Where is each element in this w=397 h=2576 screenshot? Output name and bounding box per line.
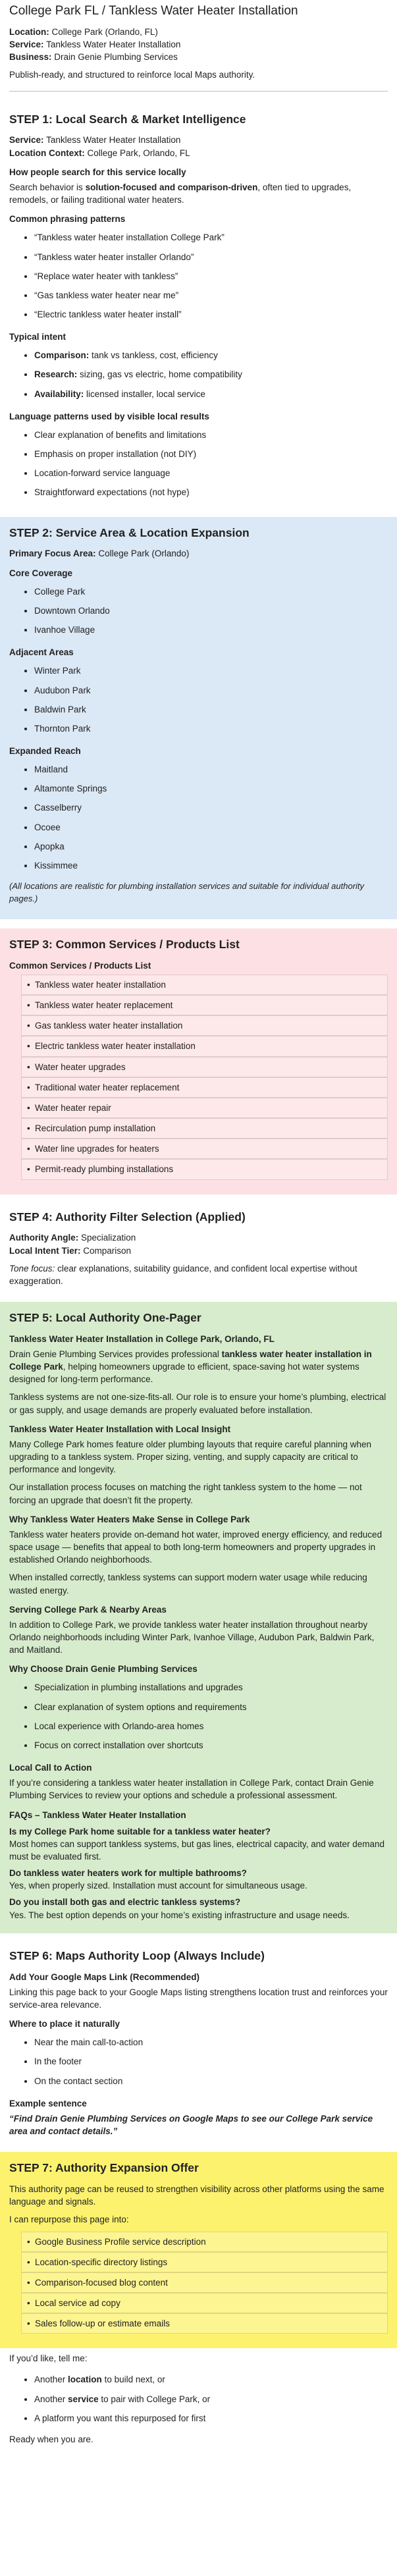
list-item: • A platform you want this repurposed for first xyxy=(34,2409,388,2428)
closing-line: Ready when you are. xyxy=(9,2434,93,2444)
paragraph: Tankless water heaters provide on-demand hot water, improved energy efficiency, and reduced space usage — benefits that appeal to both long-term homeowners and property upgrades in established Orlando neighborhoods. xyxy=(9,1529,383,1565)
list-item: • Casselberry xyxy=(34,798,388,817)
list-item: • Another service to pair with College Park, or xyxy=(34,2390,388,2409)
list-item: • Water line upgrades for heaters xyxy=(21,1139,388,1159)
list-item: • Water heater repair xyxy=(21,1098,388,1118)
step-7-title: STEP 7: Authority Expansion Offer xyxy=(9,2161,199,2175)
list-item: • Comparison-focused blog content xyxy=(21,2272,388,2293)
list-item: • Electric tankless water heater installation xyxy=(21,1036,388,1056)
list-item: • College Park xyxy=(34,582,388,601)
faq-question: Do tankless water heaters work for multiple bathrooms? xyxy=(9,1868,247,1879)
adjacent-heading: Adjacent Areas xyxy=(9,647,74,658)
list-item: • Water heater upgrades xyxy=(21,1057,388,1077)
paragraph: If you’d like, tell me: xyxy=(9,2353,88,2364)
language-list xyxy=(9,425,388,502)
step-1-section xyxy=(0,103,397,517)
example-sentence: “Find Drain Genie Plumbing Services on Google Maps to see our College Park service area and contact details.” xyxy=(9,2113,373,2137)
intro-paragraph: Drain Genie Plumbing Services provides professional tankless water heater installation in College Park, helping homeowners upgrade to efficient, space-saving hot water systems designed for long-term performance. xyxy=(9,1349,372,1385)
list-item: • Straightforward expectations (not hype) xyxy=(34,483,388,502)
list-item: • “Tankless water heater installer Orlando” xyxy=(34,248,388,267)
one-pager-heading: Tankless Water Heater Installation in College Park, Orlando, FL xyxy=(9,1333,275,1344)
list-item: • Permit-ready plumbing installations xyxy=(21,1159,388,1179)
expanded-heading: Expanded Reach xyxy=(9,745,81,756)
intent-tier: Local Intent Tier: Comparison xyxy=(9,1245,132,1256)
serving-heading: Serving College Park & Nearby Areas xyxy=(9,1604,167,1615)
choose-list xyxy=(9,1678,388,1755)
step-5-section xyxy=(0,1302,397,1933)
list-item: • “Tankless water heater installation College Park” xyxy=(34,228,388,247)
list-item: • Availability: licensed installer, local service xyxy=(34,385,388,404)
step-1-service: Service: Tankless Water Heater Installation xyxy=(9,135,181,146)
list-item: • Clear explanation of system options and requirements xyxy=(34,1698,388,1717)
list-item: • Location-forward service language xyxy=(34,464,388,483)
list-item: • On the contact section xyxy=(34,2072,388,2091)
phrasing-list xyxy=(9,228,388,324)
paragraph: This authority page can be reused to strengthen visibility across other platforms using the same language and signals. xyxy=(9,2184,384,2207)
faq-answer: Most homes can support tankless systems, but gas lines, electrical capacity, and water demand must be evaluated first. xyxy=(9,1838,385,1862)
why-heading: Why Tankless Water Heaters Make Sense in College Park xyxy=(9,1514,250,1524)
list-item: • Sales follow-up or estimate emails xyxy=(21,2313,388,2334)
list-item: • Specialization in plumbing installations and upgrades xyxy=(34,1678,388,1697)
authority-angle: Authority Angle: Specialization xyxy=(9,1233,136,1243)
step-2-section xyxy=(0,517,397,919)
primary-focus: Primary Focus Area: College Park (Orlando) xyxy=(9,549,190,559)
list-item: • “Gas tankless water heater near me” xyxy=(34,286,388,305)
header-subtitle: Publish-ready, and structured to reinforce local Maps authority. xyxy=(9,70,255,80)
list-item: • Audubon Park xyxy=(34,681,388,700)
step-1-title: STEP 1: Local Search & Market Intelligence xyxy=(9,112,246,126)
list-item: • In the footer xyxy=(34,2052,388,2071)
paragraph: I can repurpose this page into: xyxy=(9,2214,129,2225)
list-item: • Near the main call-to-action xyxy=(34,2033,388,2052)
list-item: • Baldwin Park xyxy=(34,700,388,719)
locations-note: (All locations are realistic for plumbing installation services and suitable for individual authority pages.) xyxy=(9,881,365,903)
paragraph: Our installation process focuses on matching the right tankless system to the home — not forcing an upgrade that doesn’t fit the property. xyxy=(9,1482,362,1505)
services-heading: Common Services / Products List xyxy=(9,960,151,971)
step-1-context: Location Context: College Park, Orlando, FL xyxy=(9,148,190,158)
how-search-heading: How people search for this service locally xyxy=(9,167,186,177)
paragraph: Tankless systems are not one-size-fits-all. Our role is to ensure your home’s plumbing, electrical or gas supply, and usage demands are properly evaluated before installation. xyxy=(9,1392,386,1415)
insight-heading: Tankless Water Heater Installation with Local Insight xyxy=(9,1424,231,1434)
list-item: • Altamonte Springs xyxy=(34,779,388,798)
paragraph: If you’re considering a tankless water heater installation in College Park, contact Drain Genie Plumbing Services to review your options and schedule a professional assessment. xyxy=(9,1778,374,1801)
meta-business: Business: Drain Genie Plumbing Services xyxy=(9,52,178,63)
choose-heading: Why Choose Drain Genie Plumbing Services xyxy=(9,1664,198,1675)
step-3-section xyxy=(0,928,397,1194)
meta-service: Service: Tankless Water Heater Installation xyxy=(9,40,181,50)
list-item: • Ivanhoe Village xyxy=(34,620,388,639)
list-item: • Location-specific directory listings xyxy=(21,2252,388,2272)
faq-list xyxy=(9,1825,388,1921)
list-item: • Winter Park xyxy=(34,661,388,680)
step-6-title: STEP 6: Maps Authority Loop (Always Include) xyxy=(9,1948,265,1962)
list-item: • Tankless water heater replacement xyxy=(21,995,388,1015)
faq-answer: Yes, when properly sized. Installation must account for simultaneous usage. xyxy=(9,1881,307,1891)
list-item: • Apopka xyxy=(34,837,388,856)
phrasing-heading: Common phrasing patterns xyxy=(9,214,126,225)
list-item: • “Replace water heater with tankless” xyxy=(34,267,388,286)
expanded-list xyxy=(9,760,388,875)
repurpose-list xyxy=(9,2232,388,2334)
step-6-section xyxy=(0,1940,397,2152)
step-4-title: STEP 4: Authority Filter Selection (Applied) xyxy=(9,1210,246,1223)
where-heading: Where to place it naturally xyxy=(9,2019,120,2029)
list-item: • Emphasis on proper installation (not DIY) xyxy=(34,444,388,464)
list-item: • Downtown Orlando xyxy=(34,601,388,620)
language-heading: Language patterns used by visible local results xyxy=(9,411,209,421)
document-header xyxy=(9,3,388,82)
next-options-list xyxy=(9,2370,388,2427)
meta-location: Location: College Park (Orlando, FL) xyxy=(9,26,158,37)
intent-list xyxy=(9,346,388,403)
faq-heading: FAQs – Tankless Water Heater Installation xyxy=(9,1810,186,1820)
faq-question: Is my College Park home suitable for a tankless water heater? xyxy=(9,1826,271,1837)
add-maps-heading: Add Your Google Maps Link (Recommended) xyxy=(9,1972,200,1982)
paragraph: Linking this page back to your Google Maps listing strengthens location trust and reinforces your service-area relevance. xyxy=(9,1987,388,2010)
list-item: • Maitland xyxy=(34,760,388,779)
list-item: • “Electric tankless water heater install” xyxy=(34,305,388,324)
core-list xyxy=(9,582,388,639)
list-item: • Tankless water heater installation xyxy=(21,975,388,995)
paragraph: In addition to College Park, we provide tankless water heater installation throughout nearby Orlando neighborhoods including Winter Park, Ivanhoe Village, Audubon Park, Baldwin Park, and Maitland. xyxy=(9,1619,375,1655)
list-item: • Recirculation pump installation xyxy=(21,1118,388,1139)
closing-section xyxy=(9,2348,388,2446)
cta-heading: Local Call to Action xyxy=(9,1763,92,1773)
list-item: • Focus on correct installation over shortcuts xyxy=(34,1736,388,1755)
list-item: • Traditional water heater replacement xyxy=(21,1077,388,1098)
list-item: • Research: sizing, gas vs electric, home compatibility xyxy=(34,365,388,384)
list-item: • Local service ad copy xyxy=(21,2293,388,2313)
faq-answer: Yes. The best option depends on your home’s existing infrastructure and usage needs. xyxy=(9,1910,350,1920)
paragraph: Many College Park homes feature older plumbing layouts that require careful planning when upgrading to a tankless system. Proper sizing, venting, and supply capacity are critical to performance and longevity. xyxy=(9,1439,372,1475)
step-3-title: STEP 3: Common Services / Products List xyxy=(9,937,240,951)
step-5-title: STEP 5: Local Authority One-Pager xyxy=(9,1311,201,1324)
services-list xyxy=(9,975,388,1180)
step-7-section xyxy=(0,2152,397,2348)
step-2-title: STEP 2: Service Area & Location Expansion xyxy=(9,525,250,539)
list-item: • Ocoee xyxy=(34,818,388,837)
list-item: • Thornton Park xyxy=(34,719,388,738)
list-item: • Google Business Profile service description xyxy=(21,2232,388,2252)
list-item: • Comparison: tank vs tankless, cost, efficiency xyxy=(34,346,388,365)
divider xyxy=(9,91,388,92)
core-heading: Core Coverage xyxy=(9,568,73,578)
list-item: • Local experience with Orlando-area homes xyxy=(34,1717,388,1736)
page-title: College Park FL / Tankless Water Heater Installation xyxy=(9,4,298,18)
faq-question: Do you install both gas and electric tankless systems? xyxy=(9,1897,241,1908)
paragraph: When installed correctly, tankless systems can support modern water usage while reducing wasted energy. xyxy=(9,1572,367,1596)
intent-heading: Typical intent xyxy=(9,332,66,342)
list-item: • Another location to build next, or xyxy=(34,2370,388,2389)
step-4-section xyxy=(0,1201,397,1302)
list-item: • Gas tankless water heater installation xyxy=(21,1015,388,1036)
tone-focus: Tone focus: clear explanations, suitability guidance, and confident local expertise without exaggeration. xyxy=(9,1263,357,1286)
example-heading: Example sentence xyxy=(9,2098,87,2108)
list-item: • Kissimmee xyxy=(34,856,388,875)
search-behavior-text: Search behavior is solution-focused and comparison-driven, often tied to upgrades, remodels, or failing traditional water heaters. xyxy=(9,182,352,205)
placement-list xyxy=(9,2033,388,2090)
list-item: • Clear explanation of benefits and limitations xyxy=(34,425,388,444)
adjacent-list xyxy=(9,661,388,738)
